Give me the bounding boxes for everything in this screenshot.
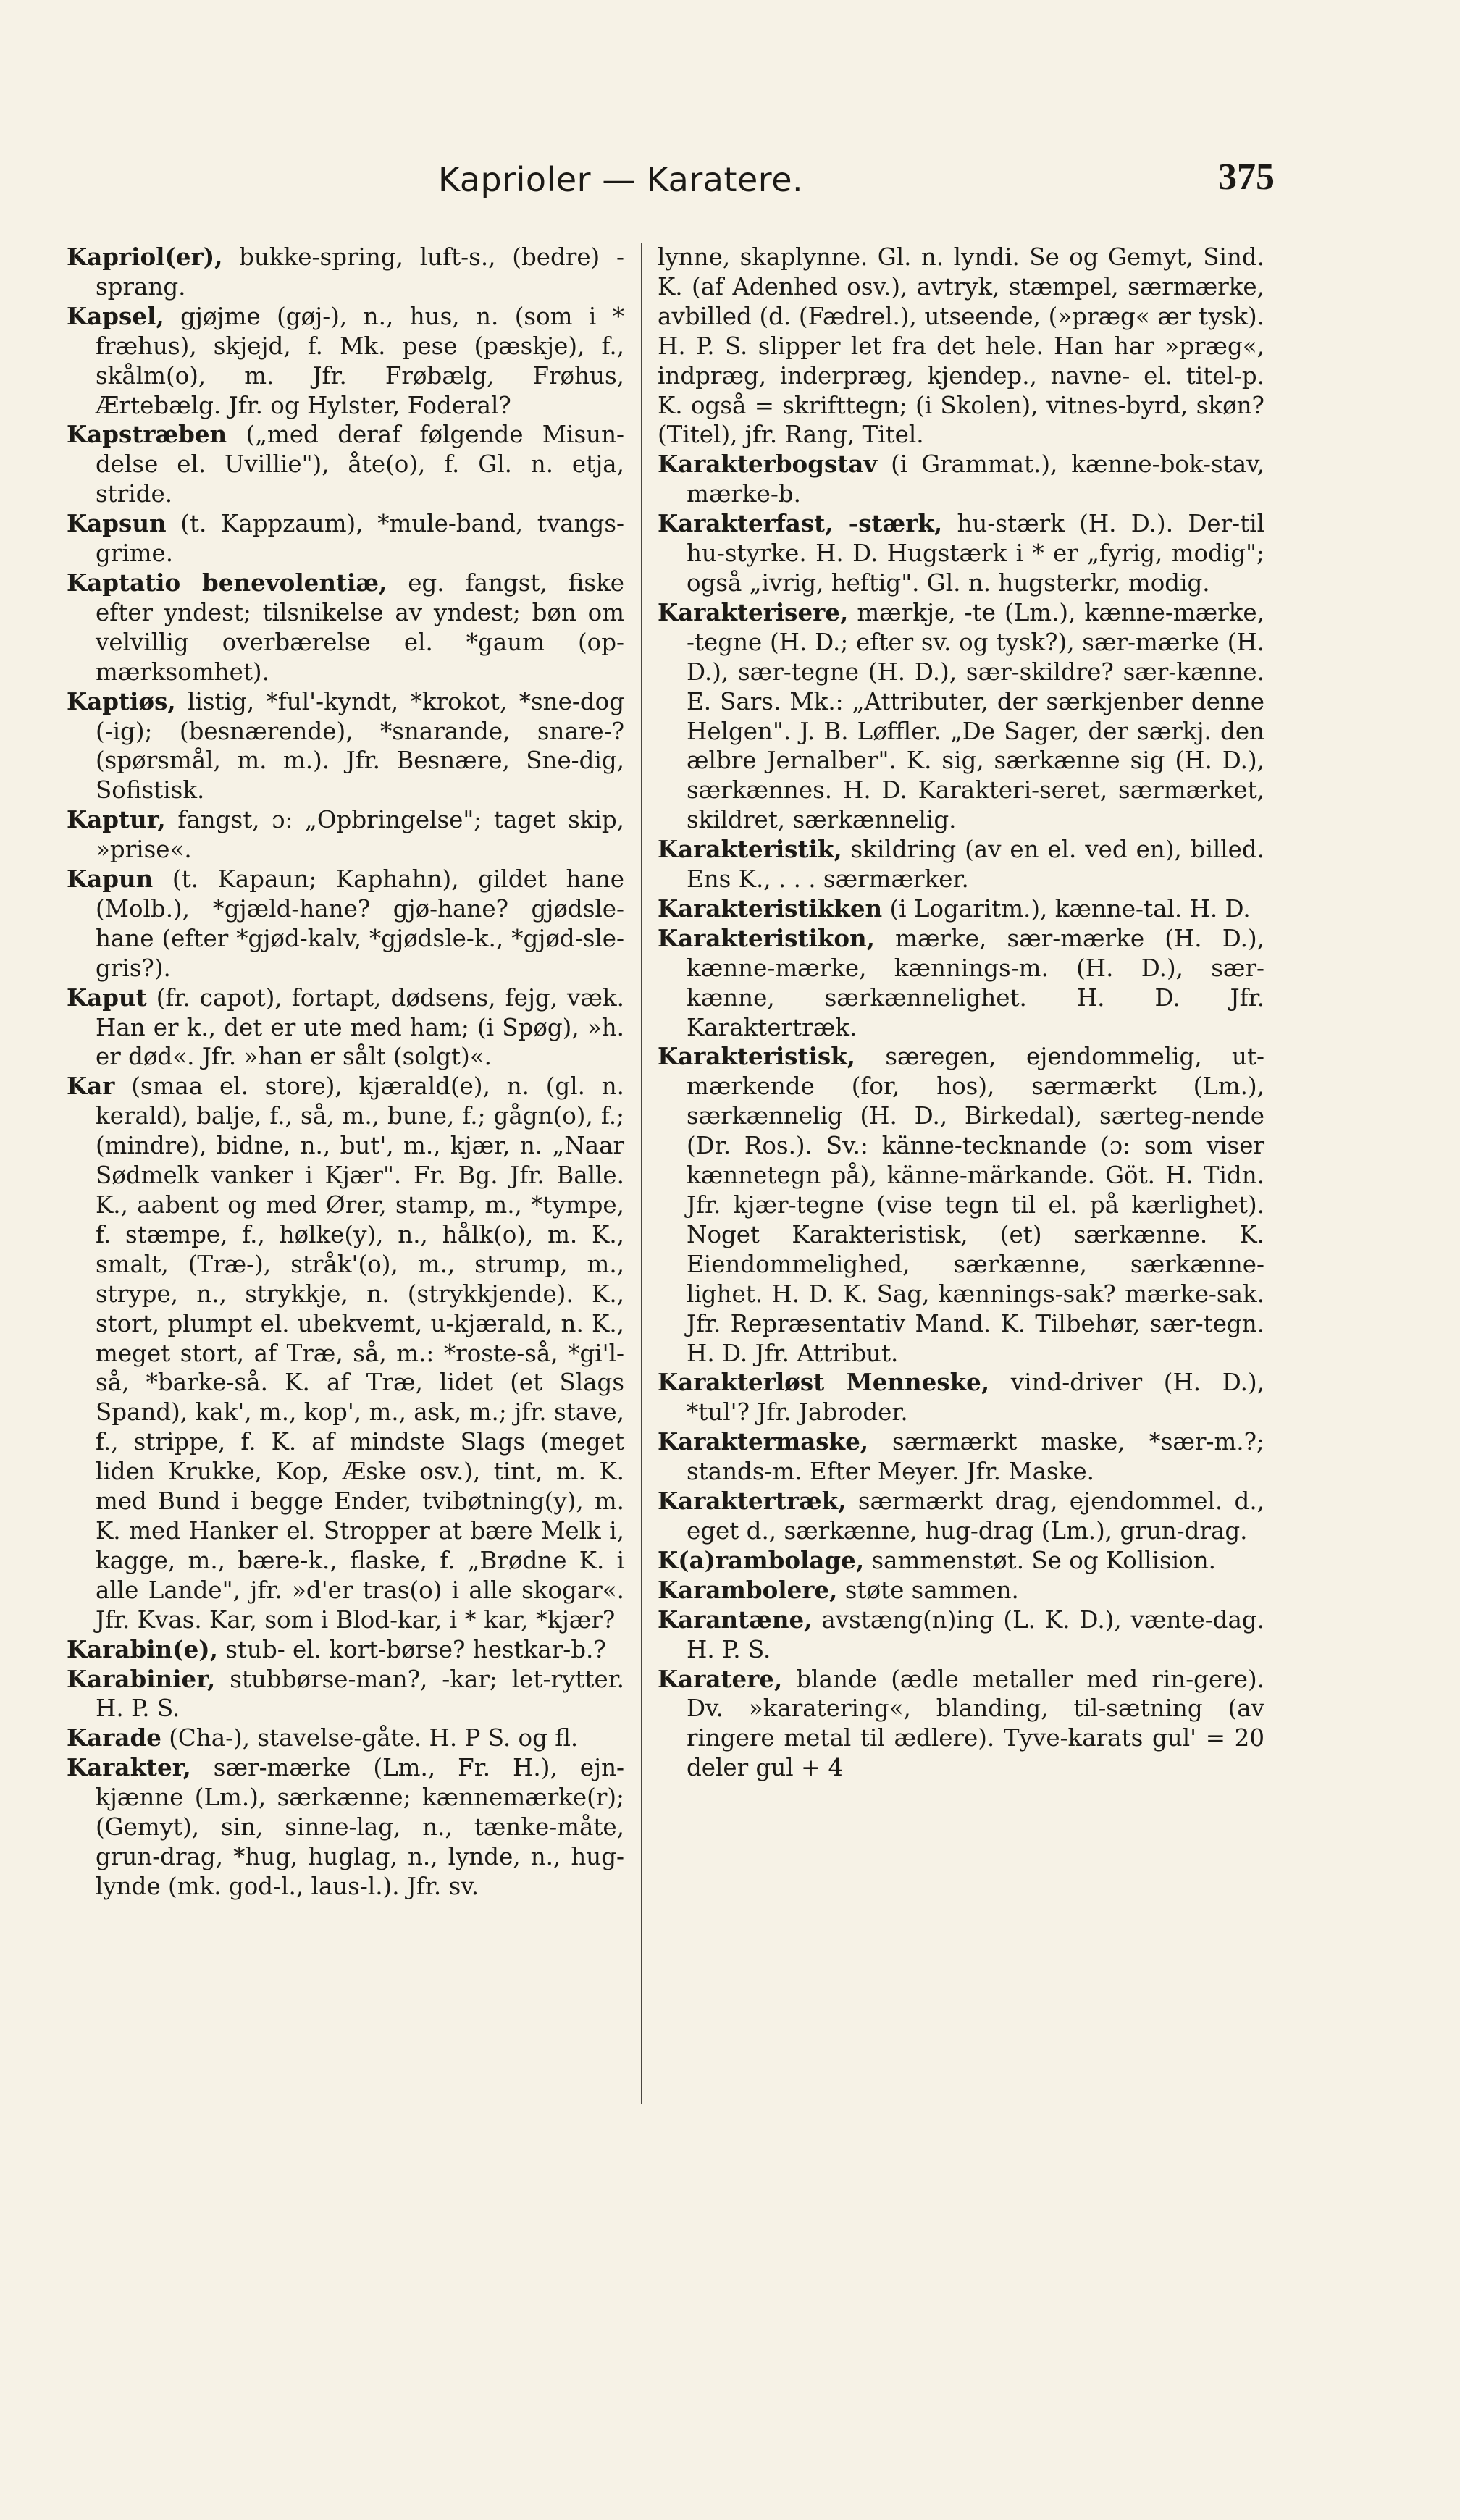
entry-headword: Karabin(e), bbox=[67, 1634, 218, 1663]
entry-headword: Karakteristikon, bbox=[658, 923, 875, 952]
dictionary-entry bbox=[658, 1576, 1264, 1605]
entry-definition: (i Logaritm.), kænne-tal. H. D. bbox=[882, 894, 1251, 923]
dictionary-entry bbox=[658, 450, 1264, 509]
entry-headword: Karakterfast, -stærk, bbox=[658, 509, 943, 538]
column-divider bbox=[641, 243, 642, 2104]
entry-headword: K(a)rambolage, bbox=[658, 1545, 865, 1574]
dictionary-entry bbox=[67, 1665, 624, 1724]
entry-definition: listig, *ful'-kyndt, *krokot, *sne-dog (-ig); (besnærende), *snarande, snare-? (spørsmål, m. m.). Jfr. Besnære, Sne-dig, Sofistisk. bbox=[96, 687, 624, 805]
entry-definition: (smaa el. store), kjærald(e), n. (gl. n. kerald), balje, f., så, m., bune, f.; gågn(o), f.; (mindre), bidne, n., but', m., kjær, n. „Naar Sødmelk vanker i Kjær". Fr. Bg. Jfr. Balle. K., aabent og med Ører, stamp, m., *tympe, f. stæmpe, f., hølke(y), n., hålk(o), m. K., smalt, (Træ-), stråk'(o), m., strump, m., strype, n., strykkje, n. (strykkjende). K., stort, plumpt el. ubekvemt, u-kjærald, n. K., meget stort, af Træ, så, m.: *roste-så, *gi'l-så, *barke-så. K. af Træ, lidet (et Slags Spand), kak', m., kop', m., ask, m.; jfr. stave, f., strippe, f. K. af mindste Slags (meget liden Krukke, Kop, Æske osv.), tint, m. K. med Bund i begge Ender, tvibøtning(y), m. K. med Hanker el. Stropper at bære Melk i, kagge, m., bære-k., flaske, f. „Brødne K. i alle Lande", jfr. »d'er tras(o) i alle skogar«. Jfr. Kvas. Kar, som i Blod-kar, i * kar, *kjær? bbox=[96, 1072, 624, 1634]
dictionary-entry bbox=[658, 1487, 1264, 1546]
dictionary-entry bbox=[658, 835, 1264, 894]
entry-definition: (i Grammat.), kænne-bok-stav, mærke-b. bbox=[687, 450, 1264, 508]
entry-definition: stub- el. kort-børse? hestkar-b.? bbox=[217, 1635, 606, 1663]
entry-headword: Karaktertræk, bbox=[658, 1487, 847, 1516]
entry-headword: Kaptatio benevolentiæ, bbox=[67, 568, 387, 597]
entry-headword: Karakteristik, bbox=[658, 835, 842, 864]
entry-headword: Karakterisere, bbox=[658, 597, 849, 626]
entry-headword: Kapsun bbox=[67, 509, 167, 538]
dictionary-entry bbox=[67, 1753, 624, 1902]
entry-definition: støte sammen. bbox=[837, 1576, 1019, 1604]
entry-definition: gjøjme (gøj-), n., hus, n. (som i * fræhus), skjejd, f. Mk. pese (pæskje), f., skålm(o), m. Jfr. Frøbælg, Frøhus, Ærtebælg. Jfr. og Hylster, Foderal? bbox=[96, 302, 624, 419]
entry-definition: avstæng(n)ing (L. K. D.), vænte-dag. H. P. S. bbox=[687, 1605, 1264, 1663]
dictionary-entry bbox=[658, 1042, 1264, 1368]
entry-definition: skildring (av en el. ved en), billed. Ens K., . . . særmærker. bbox=[687, 836, 1264, 894]
left-column bbox=[67, 243, 624, 1902]
entry-headword: Karade bbox=[67, 1723, 161, 1752]
entry-headword: Karakteristisk, bbox=[658, 1042, 855, 1071]
entry-headword: Karatere, bbox=[658, 1664, 783, 1693]
entry-headword: Karabinier, bbox=[67, 1664, 216, 1693]
dictionary-entry bbox=[658, 1605, 1264, 1665]
entry-headword: Kar bbox=[67, 1072, 115, 1101]
dictionary-entry bbox=[67, 1635, 624, 1665]
entry-definition: lynne, skaplynne. Gl. n. lyndi. Se og Gemyt, Sind. K. (af Adenhed osv.), avtryk, stæmpel, særmærke, avbilled (d. (Fædrel.), utseende, (»præg« ær tysk). H. P. S. slipper let fra det hele. Han har »præg«, indpræg, inderpræg, kjendep., navne- el. titel-p. K. også = skrifttegn; (i Skolen), vitnes-byrd, skøn? (Titel), jfr. Rang, Titel. bbox=[658, 243, 1264, 449]
entry-definition: eg. fangst, fiske efter yndest; tilsnikelse av yndest; bøn om velvillig overbærelse el. *gaum (op-mærksomhet). bbox=[96, 568, 624, 686]
page-header bbox=[130, 156, 1275, 214]
entry-definition: sær-mærke (Lm., Fr. H.), ejn-kjænne (Lm.), særkænne; kænnemærke(r); (Gemyt), sin, sinne-lag, n., tænke-måte, grun-drag, *hug, huglag, n., lynde, n., hug-lynde (mk. god-l., laus-l.). Jfr. sv. bbox=[96, 1754, 624, 1900]
dictionary-entry bbox=[67, 420, 624, 509]
entry-definition: vind-driver (H. D.), *tul'? Jfr. Jabroder. bbox=[687, 1369, 1264, 1427]
entry-headword: Karakteristikken bbox=[658, 894, 883, 923]
entry-headword: Karakterbogstav bbox=[658, 450, 878, 479]
dictionary-entry bbox=[67, 1723, 624, 1753]
entry-definition: bukke-spring, luft-s., (bedre) -sprang. bbox=[96, 243, 624, 301]
entry-definition: („med deraf følgende Misun-delse el. Uvillie"), åte(o), f. Gl. n. etja, stride. bbox=[96, 421, 624, 508]
entry-headword: Kapsel, bbox=[67, 301, 164, 330]
page-number: 375 bbox=[1218, 156, 1275, 198]
entry-headword: Karakter, bbox=[67, 1753, 191, 1782]
dictionary-entry bbox=[658, 1665, 1264, 1784]
entry-definition: (t. Kapaun; Kaphahn), gildet hane (Molb.), *gjæld-hane? gjø-hane? gjødsle-hane (efter *gjød-kalv, *gjødsle-k., *gjød-sle-gris?). bbox=[96, 865, 624, 982]
entry-headword: Karakterløst Menneske, bbox=[658, 1368, 990, 1397]
dictionary-entry bbox=[658, 598, 1264, 835]
entry-headword: Kapstræben bbox=[67, 420, 227, 449]
dictionary-entry bbox=[67, 805, 624, 865]
entry-headword: Karaktermaske, bbox=[658, 1427, 869, 1456]
entry-definition: blande (ædle metaller med rin-gere). Dv. »karatering«, blanding, til-sætning (av ringere metal til ædlere). Tyve-karats gul' = 20 deler gul + 4 bbox=[687, 1665, 1264, 1782]
entry-headword: Kapriol(er), bbox=[67, 243, 223, 271]
dictionary-entry bbox=[658, 243, 1264, 450]
dictionary-entry bbox=[67, 302, 624, 421]
entry-definition: (fr. capot), fortapt, dødsens, fejg, væk. Han er k., det er ute med ham; (i Spøg), »h. er død«. Jfr. »han er sålt (solgt)«. bbox=[96, 983, 624, 1071]
dictionary-entry bbox=[67, 509, 624, 568]
dictionary-entry bbox=[67, 687, 624, 806]
running-title: Kaprioler — Karatere. bbox=[438, 160, 804, 199]
dictionary-entry bbox=[658, 894, 1264, 924]
entry-definition: sammenstøt. Se og Kollision. bbox=[864, 1546, 1216, 1574]
entry-definition: hu-stærk (H. D.). Der-til hu-styrke. H. D. Hugstærk i * er „fyrig, modig"; også „ivrig, heftig". Gl. n. hugsterkr, modig. bbox=[687, 510, 1264, 597]
entry-headword: Karantæne, bbox=[658, 1605, 813, 1634]
entry-definition: særmærkt drag, ejendommel. d., eget d., særkænne, hug-drag (Lm.), grun-drag. bbox=[687, 1487, 1264, 1545]
dictionary-entry bbox=[67, 568, 624, 687]
right-column bbox=[658, 243, 1264, 1783]
entry-definition: stubbørse-man?, -kar; let-rytter. H. P. S. bbox=[96, 1665, 624, 1723]
entry-definition: særegen, ejendommelig, ut-mærkende (for, hos), særmærkt (Lm.), særkænnelig (H. D., Birkedal), særteg-nende (Dr. Ros.). Sv.: känne-tecknande (ɔ: som viser kænnetegn på), känne-märkande. Göt. H. Tidn. Jfr. kjær-tegne (vise tegn til el. på kærlighet). Noget Karakteristisk, (et) særkænne. K. Eiendommelighed, særkænne, særkænne-lighet. H. D. K. Sag, kænnings-sak? mærke-sak. Jfr. Repræsentativ Mand. K. Tilbehør, sær-tegn. H. D. Jfr. Attribut. bbox=[687, 1043, 1264, 1367]
entry-definition: særmærkt maske, *sær-m.?; stands-m. Efter Meyer. Jfr. Maske. bbox=[687, 1428, 1264, 1486]
entry-definition: (t. Kappzaum), *mule-band, tvangs-grime. bbox=[96, 510, 624, 568]
dictionary-entry bbox=[67, 865, 624, 983]
entry-definition: (Cha-), stavelse-gåte. H. P S. og fl. bbox=[161, 1724, 579, 1752]
dictionary-entry bbox=[67, 243, 624, 302]
entry-headword: Karambolere, bbox=[658, 1575, 838, 1604]
entry-definition: fangst, ɔ: „Opbringelse"; taget skip, »prise«. bbox=[96, 806, 624, 864]
dictionary-entry bbox=[658, 924, 1264, 1043]
entry-headword: Kaptiøs, bbox=[67, 686, 176, 715]
dictionary-entry bbox=[67, 1072, 624, 1634]
dictionary-entry bbox=[658, 509, 1264, 598]
entry-headword: Kaput bbox=[67, 983, 147, 1012]
dictionary-entry bbox=[658, 1368, 1264, 1427]
entry-headword: Kaptur, bbox=[67, 805, 166, 834]
dictionary-entry bbox=[67, 983, 624, 1072]
entry-definition: mærkje, -te (Lm.), kænne-mærke, -tegne (H. D.; efter sv. og tysk?), sær-mærke (H. D.), sær-tegne (H. D.), sær-skildre? sær-kænne. E. Sars. Mk.: „Attributer, der særkjenber denne Helgen". J. B. Løffler. „De Sager, der særkj. den ælbre Jernalber". K. sig, særkænne sig (H. D.), særkænnes. H. D. Karakteri-seret, særmærket, skildret, særkænnelig. bbox=[687, 598, 1264, 834]
entry-headword: Kapun bbox=[67, 865, 154, 894]
dictionary-entry bbox=[658, 1427, 1264, 1487]
dictionary-entry bbox=[658, 1546, 1264, 1576]
entry-definition: mærke, sær-mærke (H. D.), kænne-mærke, kænnings-m. (H. D.), sær-kænne, særkænnelighet. H. D. Jfr. Karaktertræk. bbox=[687, 924, 1264, 1041]
